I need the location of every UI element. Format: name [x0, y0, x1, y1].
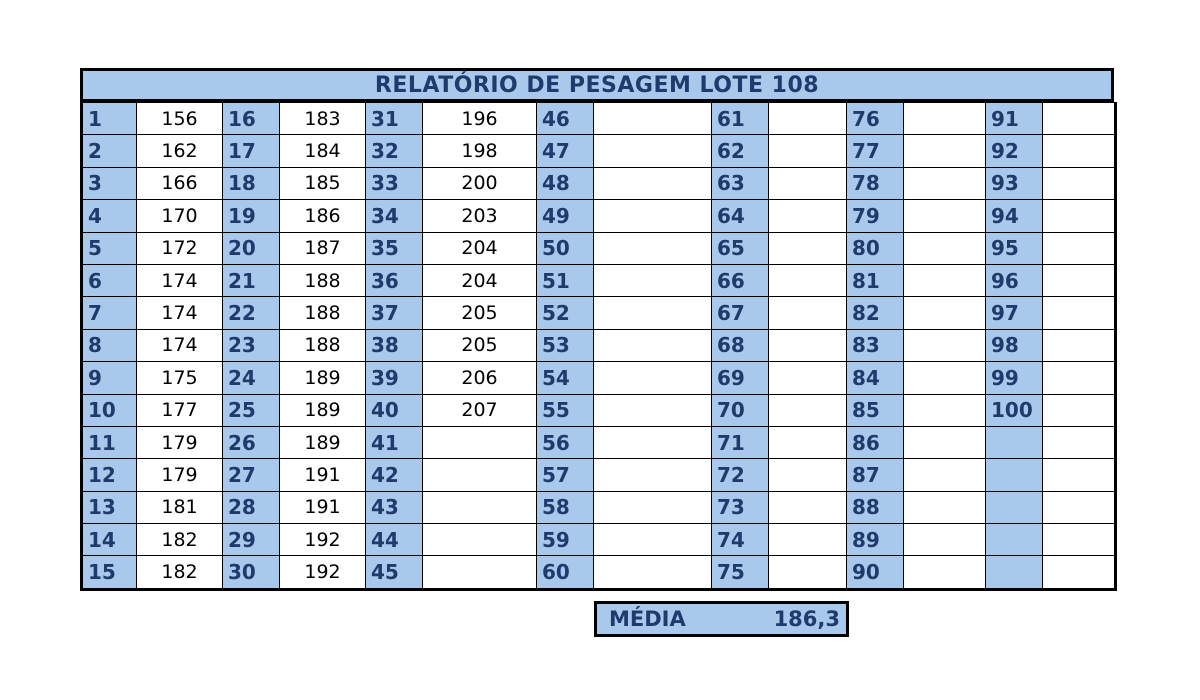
animal-weight: 192: [280, 556, 366, 589]
animal-number: 89: [847, 524, 904, 556]
animal-weight: [594, 362, 712, 394]
animal-number: 15: [82, 556, 137, 589]
animal-weight: [1043, 167, 1116, 199]
animal-number: 60: [537, 556, 594, 589]
animal-weight: [1043, 264, 1116, 296]
animal-number: 28: [223, 491, 280, 523]
animal-number: 42: [366, 459, 423, 491]
animal-weight: [769, 167, 847, 199]
animal-number: 64: [712, 200, 769, 232]
animal-number: 45: [366, 556, 423, 589]
animal-weight: [769, 524, 847, 556]
animal-weight: 204: [423, 264, 537, 296]
animal-weight: [904, 362, 986, 394]
animal-weight: [1043, 459, 1116, 491]
animal-number: 75: [712, 556, 769, 589]
animal-weight: [1043, 103, 1116, 135]
animal-number: 31: [366, 103, 423, 135]
animal-weight: [1043, 362, 1116, 394]
animal-number: 38: [366, 329, 423, 361]
table-row: [82, 232, 1116, 264]
animal-number: 58: [537, 491, 594, 523]
animal-number: 87: [847, 459, 904, 491]
animal-number: 14: [82, 524, 137, 556]
animal-number: 2: [82, 135, 137, 167]
animal-number: 8: [82, 329, 137, 361]
animal-weight: [769, 394, 847, 426]
animal-weight: 191: [280, 459, 366, 491]
animal-number: 57: [537, 459, 594, 491]
animal-weight: [594, 491, 712, 523]
animal-weight: 175: [137, 362, 223, 394]
report-title: RELATÓRIO DE PESAGEM LOTE 108: [80, 68, 1114, 102]
table-row: [82, 426, 1116, 458]
animal-weight: 188: [280, 329, 366, 361]
animal-weight: 189: [280, 394, 366, 426]
animal-number: 71: [712, 426, 769, 458]
animal-weight: 188: [280, 264, 366, 296]
animal-number: 70: [712, 394, 769, 426]
animal-weight: [769, 103, 847, 135]
animal-number: 91: [986, 103, 1043, 135]
animal-number: 74: [712, 524, 769, 556]
animal-weight: [769, 362, 847, 394]
animal-weight: 177: [137, 394, 223, 426]
animal-number: 11: [82, 426, 137, 458]
animal-number: 76: [847, 103, 904, 135]
animal-number: 48: [537, 167, 594, 199]
table-row: [82, 135, 1116, 167]
animal-weight: [904, 103, 986, 135]
table-row: [82, 329, 1116, 361]
animal-number: 16: [223, 103, 280, 135]
animal-weight: [904, 556, 986, 589]
table-row: [82, 362, 1116, 394]
animal-number: 62: [712, 135, 769, 167]
animal-number: 66: [712, 264, 769, 296]
animal-weight: [904, 297, 986, 329]
animal-number: 69: [712, 362, 769, 394]
animal-weight: 174: [137, 329, 223, 361]
table-row: [82, 524, 1116, 556]
animal-weight: [769, 200, 847, 232]
animal-number: [986, 459, 1043, 491]
animal-number: 43: [366, 491, 423, 523]
animal-weight: 205: [423, 329, 537, 361]
animal-number: 54: [537, 362, 594, 394]
animal-weight: [904, 524, 986, 556]
animal-number: 100: [986, 394, 1043, 426]
animal-weight: 189: [280, 426, 366, 458]
animal-weight: 198: [423, 135, 537, 167]
animal-number: 78: [847, 167, 904, 199]
animal-weight: [594, 264, 712, 296]
animal-number: [986, 556, 1043, 589]
animal-number: 10: [82, 394, 137, 426]
animal-weight: [423, 459, 537, 491]
animal-weight: [594, 329, 712, 361]
table-row: [82, 297, 1116, 329]
animal-weight: [769, 264, 847, 296]
animal-weight: [904, 491, 986, 523]
animal-number: 84: [847, 362, 904, 394]
animal-weight: 203: [423, 200, 537, 232]
animal-weight: 179: [137, 459, 223, 491]
animal-weight: [904, 232, 986, 264]
animal-number: 44: [366, 524, 423, 556]
animal-weight: 188: [280, 297, 366, 329]
animal-weight: [1043, 135, 1116, 167]
animal-number: 4: [82, 200, 137, 232]
animal-weight: 185: [280, 167, 366, 199]
animal-weight: 181: [137, 491, 223, 523]
animal-weight: 166: [137, 167, 223, 199]
animal-number: 99: [986, 362, 1043, 394]
animal-weight: 184: [280, 135, 366, 167]
animal-weight: [423, 426, 537, 458]
animal-number: 18: [223, 167, 280, 199]
animal-weight: [594, 135, 712, 167]
animal-weight: [594, 167, 712, 199]
animal-weight: [769, 491, 847, 523]
animal-number: 26: [223, 426, 280, 458]
animal-number: 98: [986, 329, 1043, 361]
animal-number: 35: [366, 232, 423, 264]
animal-number: 37: [366, 297, 423, 329]
animal-number: 80: [847, 232, 904, 264]
animal-number: 52: [537, 297, 594, 329]
animal-number: 67: [712, 297, 769, 329]
animal-weight: 174: [137, 264, 223, 296]
animal-weight: [769, 297, 847, 329]
animal-number: 6: [82, 264, 137, 296]
animal-number: 30: [223, 556, 280, 589]
animal-number: 27: [223, 459, 280, 491]
table-row: [82, 556, 1116, 589]
animal-number: 41: [366, 426, 423, 458]
animal-number: 96: [986, 264, 1043, 296]
animal-number: 68: [712, 329, 769, 361]
table-row: [82, 103, 1116, 135]
animal-weight: [594, 200, 712, 232]
animal-number: 55: [537, 394, 594, 426]
animal-number: 83: [847, 329, 904, 361]
animal-weight: 174: [137, 297, 223, 329]
animal-number: 46: [537, 103, 594, 135]
animal-weight: [904, 167, 986, 199]
animal-number: 61: [712, 103, 769, 135]
table-row: [82, 264, 1116, 296]
animal-weight: 172: [137, 232, 223, 264]
animal-weight: [594, 297, 712, 329]
animal-weight: [1043, 524, 1116, 556]
table-row: [82, 491, 1116, 523]
animal-number: 93: [986, 167, 1043, 199]
animal-weight: 182: [137, 524, 223, 556]
animal-number: 50: [537, 232, 594, 264]
table-row: [82, 200, 1116, 232]
animal-number: 59: [537, 524, 594, 556]
animal-number: 5: [82, 232, 137, 264]
animal-weight: 179: [137, 426, 223, 458]
average-box: [594, 601, 849, 637]
animal-number: 81: [847, 264, 904, 296]
animal-number: 40: [366, 394, 423, 426]
animal-weight: [904, 135, 986, 167]
animal-weight: [1043, 426, 1116, 458]
average-label: MÉDIA: [609, 607, 686, 631]
animal-number: [986, 524, 1043, 556]
animal-number: 90: [847, 556, 904, 589]
animal-weight: 191: [280, 491, 366, 523]
animal-number: 25: [223, 394, 280, 426]
animal-weight: 205: [423, 297, 537, 329]
animal-number: 85: [847, 394, 904, 426]
animal-number: 95: [986, 232, 1043, 264]
animal-weight: [594, 524, 712, 556]
animal-number: 9: [82, 362, 137, 394]
animal-number: [986, 426, 1043, 458]
animal-number: 49: [537, 200, 594, 232]
animal-weight: [594, 103, 712, 135]
animal-weight: 200: [423, 167, 537, 199]
animal-number: 13: [82, 491, 137, 523]
animal-weight: [904, 394, 986, 426]
animal-weight: [594, 232, 712, 264]
animal-weight: 207: [423, 394, 537, 426]
animal-number: 51: [537, 264, 594, 296]
animal-number: 47: [537, 135, 594, 167]
animal-weight: 192: [280, 524, 366, 556]
animal-number: 12: [82, 459, 137, 491]
animal-weight: [423, 524, 537, 556]
animal-number: 3: [82, 167, 137, 199]
animal-weight: 187: [280, 232, 366, 264]
animal-weight: [769, 459, 847, 491]
animal-weight: [1043, 556, 1116, 589]
animal-number: 21: [223, 264, 280, 296]
animal-number: 19: [223, 200, 280, 232]
animal-weight: 162: [137, 135, 223, 167]
animal-weight: [1043, 329, 1116, 361]
animal-number: 24: [223, 362, 280, 394]
animal-weight: [594, 459, 712, 491]
animal-number: 36: [366, 264, 423, 296]
animal-number: 7: [82, 297, 137, 329]
table-row: [82, 167, 1116, 199]
animal-weight: [904, 459, 986, 491]
animal-number: 77: [847, 135, 904, 167]
animal-number: 29: [223, 524, 280, 556]
animal-weight: [769, 329, 847, 361]
animal-weight: 206: [423, 362, 537, 394]
weighing-table: [80, 102, 1117, 591]
table-row: [82, 394, 1116, 426]
animal-weight: [769, 232, 847, 264]
animal-weight: [904, 426, 986, 458]
animal-number: 17: [223, 135, 280, 167]
animal-weight: [1043, 200, 1116, 232]
animal-weight: [1043, 297, 1116, 329]
animal-weight: [904, 329, 986, 361]
animal-weight: [904, 200, 986, 232]
animal-number: 63: [712, 167, 769, 199]
animal-weight: [904, 264, 986, 296]
animal-weight: [1043, 491, 1116, 523]
animal-weight: 186: [280, 200, 366, 232]
animal-weight: [1043, 232, 1116, 264]
animal-number: 22: [223, 297, 280, 329]
animal-number: [986, 491, 1043, 523]
animal-number: 1: [82, 103, 137, 135]
animal-number: 53: [537, 329, 594, 361]
animal-number: 73: [712, 491, 769, 523]
animal-weight: 189: [280, 362, 366, 394]
animal-weight: 170: [137, 200, 223, 232]
animal-number: 94: [986, 200, 1043, 232]
animal-weight: 196: [423, 103, 537, 135]
animal-weight: 182: [137, 556, 223, 589]
animal-weight: [1043, 394, 1116, 426]
animal-number: 82: [847, 297, 904, 329]
animal-weight: [594, 426, 712, 458]
animal-weight: 156: [137, 103, 223, 135]
animal-number: 34: [366, 200, 423, 232]
animal-number: 88: [847, 491, 904, 523]
average-value: 186,3: [773, 607, 840, 631]
animal-weight: 183: [280, 103, 366, 135]
animal-number: 32: [366, 135, 423, 167]
animal-weight: [594, 394, 712, 426]
animal-number: 97: [986, 297, 1043, 329]
animal-weight: [594, 556, 712, 589]
animal-weight: [769, 135, 847, 167]
animal-weight: [423, 556, 537, 589]
animal-number: 92: [986, 135, 1043, 167]
animal-number: 65: [712, 232, 769, 264]
weighing-report: [80, 68, 1114, 591]
animal-weight: [769, 556, 847, 589]
table-row: [82, 459, 1116, 491]
animal-number: 56: [537, 426, 594, 458]
animal-number: 86: [847, 426, 904, 458]
animal-number: 72: [712, 459, 769, 491]
animal-weight: 204: [423, 232, 537, 264]
animal-weight: [769, 426, 847, 458]
animal-weight: [423, 491, 537, 523]
animal-number: 23: [223, 329, 280, 361]
animal-number: 20: [223, 232, 280, 264]
animal-number: 39: [366, 362, 423, 394]
animal-number: 79: [847, 200, 904, 232]
animal-number: 33: [366, 167, 423, 199]
